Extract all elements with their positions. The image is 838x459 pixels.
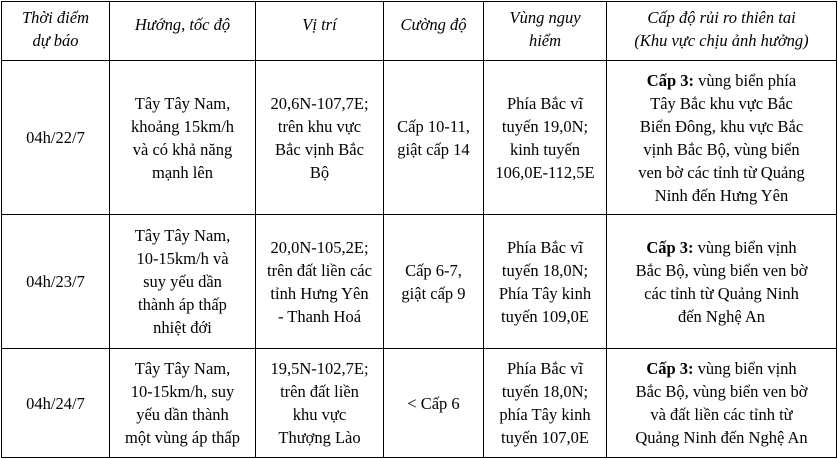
danger-zone-cell: Phía Bắc vĩ tuyến 19,0N; kinh tuyến 106,0E-112,5E	[484, 61, 607, 215]
position-cell: 19,5N-102,7E; trên đất liền khu vực Thượng Lào	[256, 349, 384, 458]
position-cell: 20,0N-105,2E; trên đất liền các tỉnh Hưng Yên - Thanh Hoá	[256, 215, 384, 349]
header-intensity: Cường độ	[384, 2, 484, 61]
intensity-cell: Cấp 10-11, giật cấp 14	[384, 61, 484, 215]
danger-zone-cell: Phía Bắc vĩ tuyến 18,0N; Phía Tây kinh tuyến 109,0E	[484, 215, 607, 349]
time-cell: 04h/22/7	[2, 61, 110, 215]
direction-cell: Tây Tây Nam, 10-15km/h, suy yếu dần thành một vùng áp thấp	[110, 349, 256, 458]
table-row	[2, 61, 837, 215]
table-row	[2, 215, 837, 349]
position-cell: 20,6N-107,7E; trên khu vực Bắc vịnh Bắc Bộ	[256, 61, 384, 215]
danger-zone-cell: Phía Bắc vĩ tuyến 18,0N; phía Tây kinh tuyến 107,0E	[484, 349, 607, 458]
header-danger: Vùng nguy hiểm	[484, 2, 607, 61]
risk-level-label: Cấp 3:	[646, 70, 694, 90]
header-position: Vị trí	[256, 2, 384, 61]
header-time: Thời điểm dự báo	[2, 2, 110, 61]
direction-cell: Tây Tây Nam, 10-15km/h và suy yếu dần thành áp thấp nhiệt đới	[110, 215, 256, 349]
time-cell: 04h/24/7	[2, 349, 110, 458]
header-direction: Hướng, tốc độ	[110, 2, 256, 61]
intensity-cell: < Cấp 6	[384, 349, 484, 458]
table-row	[2, 349, 837, 458]
risk-level-cell: Cấp 3: vùng biển vịnh Bắc Bộ, vùng biển ven bờ các tỉnh từ Quảng Ninh đến Nghệ An	[607, 215, 837, 349]
header-row	[2, 2, 837, 61]
header-risk: Cấp độ rủi ro thiên tai (Khu vực chịu ảnh hưởng)	[607, 2, 837, 61]
time-cell: 04h/23/7	[2, 215, 110, 349]
risk-level-cell: Cấp 3: vùng biển phía Tây Bắc khu vực Bắc Biển Đông, khu vực Bắc vịnh Bắc Bộ, vùng biển ven bờ các tỉnh từ Quảng Ninh đến Hưng Yên	[607, 61, 837, 215]
risk-level-label: Cấp 3:	[646, 359, 694, 378]
direction-cell: Tây Tây Nam, khoảng 15km/h và có khả năng mạnh lên	[110, 61, 256, 215]
risk-level-label: Cấp 3:	[646, 237, 694, 257]
forecast-table	[1, 1, 837, 458]
intensity-cell: Cấp 6-7, giật cấp 9	[384, 215, 484, 349]
risk-level-cell: Cấp 3: vùng biển vịnh Bắc Bộ, vùng biển ven bờ và đất liền các tỉnh từ Quảng Ninh đến Nghệ An	[607, 349, 837, 458]
